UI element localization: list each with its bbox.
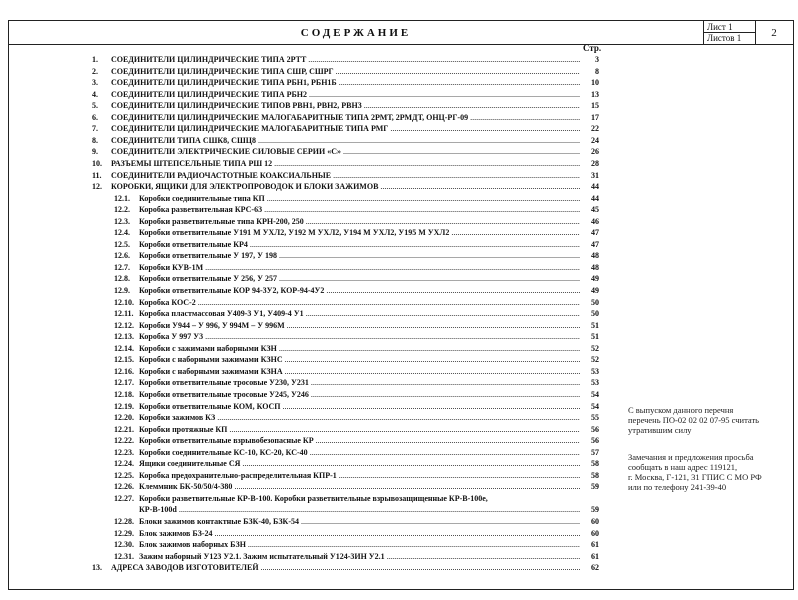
toc-entry-number: 12.4.: [114, 228, 130, 238]
toc-entry-page: 62: [591, 563, 599, 573]
toc-entry-page: 44: [591, 182, 599, 192]
toc-entry-number: 12.25.: [114, 470, 134, 480]
toc-entry: [0, 494, 605, 504]
note-line: г. Москва, Г-121, 31 ГПИС С МО РФ: [628, 472, 762, 482]
toc-entry: [0, 448, 605, 458]
toc-entry-page: 22: [591, 124, 599, 134]
toc-entry-number: 12.8.: [114, 274, 130, 284]
toc-entry-page: 59: [591, 482, 599, 492]
toc-entry-page: 55: [591, 413, 599, 423]
toc-entry: [0, 274, 605, 284]
toc-entry-page: 61: [591, 551, 599, 561]
toc-entry-title: Коробки с наборными зажимами КЗНС .....: [139, 355, 580, 365]
toc-entry: [0, 182, 605, 192]
toc-entry-title: Коробка пластмассовая У409-3 У1, У409-4 У1 .....: [139, 309, 580, 319]
note-line: сообщать в наш адрес 119121,: [628, 462, 738, 472]
toc-entry-title: Коробки ответвительные тросовые У245, У246 .....: [139, 390, 580, 400]
toc-entry-title: Коробки ответвительные взрывобезопасные КР .....: [139, 436, 580, 446]
toc-entry-number: 12.23.: [114, 447, 134, 457]
toc-entry-number: 12.30.: [114, 540, 134, 550]
toc-entry-page: 60: [591, 528, 599, 538]
toc-entry-number: 12.16.: [114, 366, 134, 376]
toc-entry-title: Коробка У 997 У3 .....: [139, 332, 580, 342]
toc-entry: [0, 378, 605, 388]
toc-entry-number: 9.: [92, 147, 98, 157]
toc-entry-number: 12.1.: [114, 193, 130, 203]
replacement-note: [628, 405, 759, 435]
toc-entry-page: 10: [591, 78, 599, 88]
toc-entry: [0, 217, 605, 227]
toc-entry-number: 4.: [92, 89, 98, 99]
sheet-info-box: [703, 21, 756, 45]
toc-entry-number: 6.: [92, 112, 98, 122]
toc-entry-title: Коробки протяжные КП .....: [139, 425, 580, 435]
toc-entry: [0, 413, 605, 423]
toc-entry-page: 13: [591, 89, 599, 99]
toc-entry-title: Коробка предохранительно-распределительная КПР-1 .....: [139, 471, 580, 481]
toc-entry: [0, 171, 605, 181]
toc-entry-page: 54: [591, 401, 599, 411]
toc-entry-title: Ящики соединительные СЯ .....: [139, 459, 580, 469]
toc-entry-page: 52: [591, 355, 599, 365]
toc-entry-title: Коробки соединительные типа КП .....: [139, 194, 580, 204]
toc-entry-page: 50: [591, 309, 599, 319]
toc-entry-page: 31: [591, 170, 599, 180]
toc-entry-page: 24: [591, 135, 599, 145]
toc-entry-title: Блок зажимов наборных БЗН .....: [139, 540, 580, 550]
toc-entry-page: 48: [591, 262, 599, 272]
toc-entry: [0, 540, 605, 550]
toc-entry-page: 26: [591, 147, 599, 157]
toc-entry-number: 10.: [92, 158, 102, 168]
toc-entry-number: 12.19.: [114, 401, 134, 411]
toc-entry: [0, 78, 605, 88]
toc-entry-title: СОЕДИНИТЕЛИ ЦИЛИНДРИЧЕСКИЕ ТИПА РБН1, РБН1Б .....: [111, 78, 580, 88]
toc-entry-number: 12.2.: [114, 205, 130, 215]
toc-entry-page: 57: [591, 447, 599, 457]
toc-page-column-header: Стр.: [583, 43, 602, 53]
toc-entry-page: 46: [591, 216, 599, 226]
toc-entry: [0, 263, 605, 273]
toc-entry-title: АДРЕСА ЗАВОДОВ ИЗГОТОВИТЕЛЕЙ .....: [111, 563, 580, 573]
toc-entry-title: СОЕДИНИТЕЛИ ЦИЛИНДРИЧЕСКИЕ МАЛОГАБАРИТНЫЕ ТИПА 2РМТ, 2РМДТ, ОНЦ-РГ-09 .....: [111, 113, 580, 123]
toc-entry: [0, 251, 605, 261]
toc-entry-title: Коробки ответвительные У191 М УХЛ2, У192 М УХЛ2, У194 М УХЛ2, У195 М УХЛ2 .....: [139, 228, 580, 238]
toc-entry: [0, 55, 605, 65]
toc-entry-page: 56: [591, 424, 599, 434]
toc-entry-number: 12.: [92, 182, 102, 192]
toc-entry: [0, 194, 605, 204]
toc-entry: [0, 563, 605, 573]
toc-entry-title: Коробки У944 – У 996, У 994М – У 996М .....: [139, 321, 580, 331]
sheets-count-label: Листов 1: [707, 33, 742, 43]
toc-entry-title: Коробки ответвительные тросовые У230, У231 .....: [139, 378, 580, 388]
toc-entry-page: 48: [591, 251, 599, 261]
toc-entry-number: 12.3.: [114, 216, 130, 226]
toc-entry-number: 12.11.: [114, 309, 134, 319]
toc-entry-number: 12.13.: [114, 332, 134, 342]
toc-entry-page: 45: [591, 205, 599, 215]
toc-entry-page: 53: [591, 366, 599, 376]
toc-entry-page: 47: [591, 239, 599, 249]
contact-note: [628, 452, 762, 492]
toc-entry-number: 12.9.: [114, 286, 130, 295]
toc-entry: [0, 402, 605, 412]
toc-entry-number: 12.20.: [114, 413, 134, 423]
toc-entry-title: Клеммник БК-50/50/4-380 .....: [139, 482, 580, 492]
toc-entry-title: Коробки соединительные КС-10, КС-20, КС-40 .....: [139, 448, 580, 458]
toc-entry-title: Коробки с наборными зажимами КЗНА .....: [139, 367, 580, 377]
toc-entry-title: Коробки ответвительные КОМ, КОСП .....: [139, 402, 580, 412]
note-line: утратившим силу: [628, 425, 692, 435]
toc-entry-number: 11.: [92, 170, 102, 180]
toc-entry-title: Коробка КОС-2 .....: [139, 298, 580, 308]
toc-entry-number: 5.: [92, 101, 98, 111]
toc-entry: [0, 436, 605, 446]
toc-entry-title: СОЕДИНИТЕЛИ РАДИОЧАСТОТНЫЕ КОАКСИАЛЬНЫЕ .....: [111, 171, 580, 181]
toc-entry-page: 56: [591, 436, 599, 446]
toc-entry-page: 17: [591, 112, 599, 122]
toc-entry-page: 49: [591, 274, 599, 284]
toc-entry-page: 15: [591, 101, 599, 111]
toc-entry-title: СОЕДИНИТЕЛИ ЭЛЕКТРИЧЕСКИЕ СИЛОВЫЕ СЕРИИ «С» .....: [111, 147, 580, 157]
toc-entry-page: 59: [591, 505, 599, 515]
toc-entry-title: Блоки зажимов контактные БЗК-40, БЗК-54 .....: [139, 517, 580, 527]
toc-entry-page: 53: [591, 378, 599, 388]
toc-entry-number: 3.: [92, 78, 98, 88]
toc-entry-number: 12.7.: [114, 262, 130, 272]
toc-entry-number: 12.17.: [114, 378, 134, 388]
note-line: Замечания и предложения просьба: [628, 452, 754, 462]
toc-entry: [0, 90, 605, 100]
toc-entry-title: КОРОБКИ, ЯЩИКИ ДЛЯ ЭЛЕКТРОПРОВОДОК И БЛОКИ ЗАЖИМОВ .....: [111, 182, 580, 192]
toc-entry-title: СОЕДИНИТЕЛИ ЦИЛИНДРИЧЕСКИЕ МАЛОГАБАРИТНЫЕ ТИПА РМГ .....: [111, 124, 580, 134]
toc-entry: [0, 529, 605, 539]
toc-entry: [0, 309, 605, 319]
toc-entry: [0, 355, 605, 365]
toc-entry: [0, 101, 605, 111]
toc-entry-page: 58: [591, 470, 599, 480]
toc-entry-page: 51: [591, 332, 599, 342]
toc-entry-page: 52: [591, 343, 599, 353]
toc-entry-number: 12.10.: [114, 297, 134, 307]
toc-entry-title: Коробки ответвительные У 256, У 257 .....: [139, 274, 580, 284]
toc-entry-number: 12.5.: [114, 239, 130, 249]
toc-entry-title: Коробки ответвительные КОР 94-3У2, КОР-94-4У2 .....: [139, 286, 580, 296]
toc-entry: [0, 344, 605, 354]
toc-entry-number: 2.: [92, 66, 98, 76]
toc-entry-number: 12.14.: [114, 343, 134, 353]
toc-entry-title: СОЕДИНИТЕЛИ ЦИЛИНДРИЧЕСКИЕ ТИПОВ РВН1, РВН2, РВН3 .....: [111, 101, 580, 111]
toc-entry-number: 12.24.: [114, 459, 134, 469]
toc-entry: [0, 482, 605, 492]
toc-entry-title: Зажим наборный У123 У2.1. Зажим испытательный У124-3ИН У2.1 .....: [139, 552, 580, 562]
toc-entry-page: 51: [591, 320, 599, 330]
toc-entry-page: 28: [591, 158, 599, 168]
toc-entry-title: Коробки зажимов КЗ .....: [139, 413, 580, 423]
toc-entry: [0, 240, 605, 250]
toc-entry-title: СОЕДИНИТЕЛИ ЦИЛИНДРИЧЕСКИЕ ТИПА СШР, СШРГ .....: [111, 67, 580, 77]
toc-entry-title: Коробки КУВ-1М .....: [139, 263, 580, 273]
toc-entry: [0, 390, 605, 400]
toc-entry: [0, 425, 605, 435]
toc-entry: [0, 321, 605, 331]
toc-entry-number: 12.12.: [114, 320, 134, 330]
toc-entry-number: 1.: [92, 55, 98, 64]
toc-entry: [0, 298, 605, 308]
toc-entry-number: 12.21.: [114, 424, 134, 434]
toc-entry-number: 13.: [92, 563, 102, 573]
toc-entry-number: 12.6.: [114, 251, 130, 261]
toc-entry-title: СОЕДИНИТЕЛИ ЦИЛИНДРИЧЕСКИЕ ТИПА РБН2 .....: [111, 90, 580, 100]
note-line: или по телефону 241-39-40: [628, 482, 727, 492]
note-line: перечень ПО-02 02 02 07-95 считать: [628, 415, 760, 425]
toc-entry-number: 7.: [92, 124, 98, 134]
toc-entry-number: 12.29.: [114, 528, 134, 538]
toc-entry-number: 12.22.: [114, 436, 134, 446]
toc-entry: [0, 147, 605, 157]
toc-entry-page: 47: [591, 228, 599, 238]
toc-entry: [0, 332, 605, 342]
toc-entry-page: 61: [591, 540, 599, 550]
toc-entry-page: 3: [595, 55, 599, 64]
toc-entry-title: Коробки ответвительные У 197, У 198 .....: [139, 251, 580, 261]
toc-entry: [0, 136, 605, 146]
toc-entry-page: 60: [591, 517, 599, 526]
toc-entry: [0, 459, 605, 469]
toc-entry: [0, 159, 605, 169]
toc-entry-title: Коробки с зажимами наборными КЗН .....: [139, 344, 580, 354]
toc-entry: [0, 552, 605, 562]
toc-entry-page: 50: [591, 297, 599, 307]
toc-entry-page: 44: [591, 193, 599, 203]
toc-entry-page: 54: [591, 389, 599, 399]
sheet-label: Лист 1: [707, 22, 733, 32]
toc-entry-title: КР-В-100d .....: [139, 505, 580, 515]
toc-entry: [0, 228, 605, 238]
toc-entry-number: 12.15.: [114, 355, 134, 365]
toc-entry: [0, 505, 605, 515]
toc-entry-page: 58: [591, 459, 599, 469]
toc-entry: [0, 67, 605, 77]
toc-entry-title: Коробка разветвительная КРС-63 .....: [139, 205, 580, 215]
document-title: СОДЕРЖАНИЕ: [9, 21, 704, 45]
page-number: 2: [755, 21, 793, 45]
toc-entry-number: 8.: [92, 135, 98, 145]
toc-entry: [0, 367, 605, 377]
toc-entry: [0, 205, 605, 215]
note-line: С выпуском данного перечня: [628, 405, 734, 415]
toc-entry-title: Коробки разветвительные КР-В-100. Коробки разветвительные взрывозащищенные КР-В-100е,: [139, 493, 488, 503]
toc-entry-page: 49: [591, 286, 599, 295]
toc-entry-number: 12.28.: [114, 517, 134, 526]
toc-entry-title: Коробки ответвительные КР4 .....: [139, 240, 580, 250]
toc-entry-number: 12.27.: [114, 493, 134, 503]
toc-entry-title: СОЕДИНИТЕЛИ ЦИЛИНДРИЧЕСКИЕ ТИПА 2РТТ .....: [111, 55, 580, 65]
toc-entry-title: Коробки разветвительные типа КРН-200, 250 .....: [139, 217, 580, 227]
toc-entry: [0, 124, 605, 134]
toc-entry-number: 12.26.: [114, 482, 134, 492]
toc-entry-number: 12.31.: [114, 551, 134, 561]
toc-entry: [0, 471, 605, 481]
toc-entry-page: 8: [595, 66, 599, 76]
toc-entry: [0, 517, 605, 527]
toc-entry-title: РАЗЪЕМЫ ШТЕПСЕЛЬНЫЕ ТИПА РШ 12 .....: [111, 159, 580, 169]
toc-entry-number: 12.18.: [114, 389, 134, 399]
toc-entry-title: Блок зажимов БЗ-24 .....: [139, 529, 580, 539]
toc-entry-title: СОЕДИНИТЕЛИ ТИПА СШК8, СШЦ8 .....: [111, 136, 580, 146]
toc-entry: [0, 286, 605, 296]
toc-entry: [0, 113, 605, 123]
